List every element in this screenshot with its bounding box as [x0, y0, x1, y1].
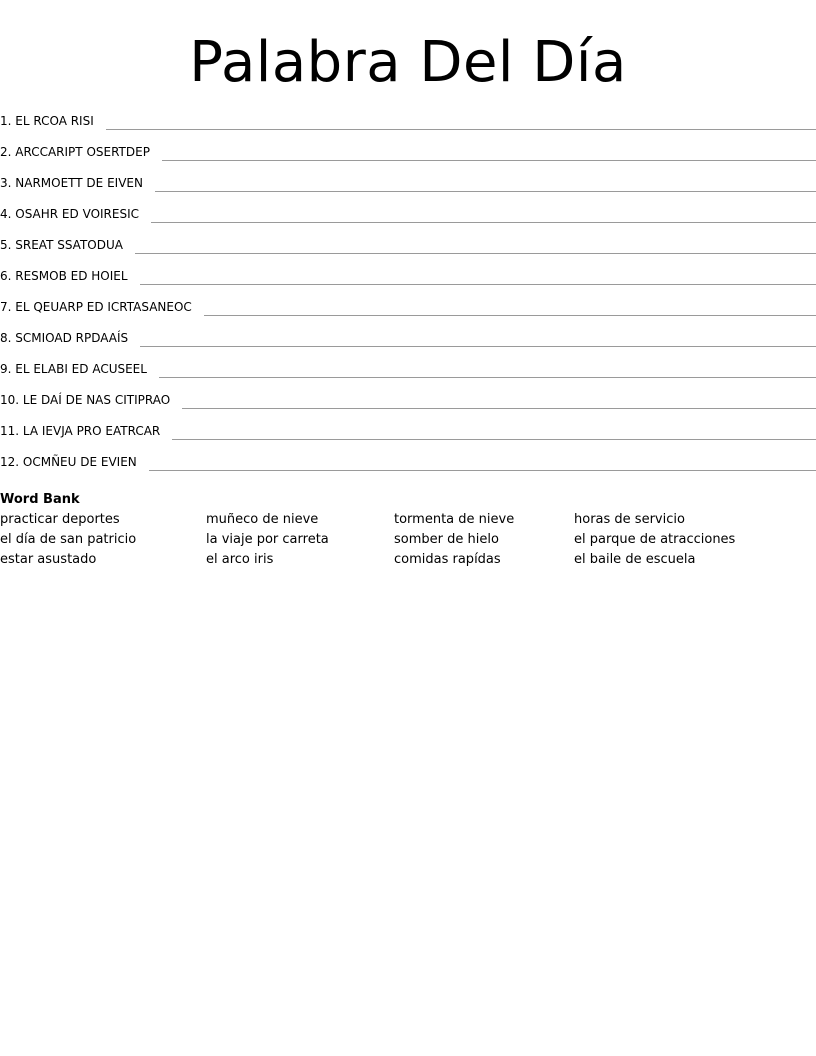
answer-line[interactable]	[204, 297, 816, 316]
word-bank-word: el baile de escuela	[574, 552, 696, 567]
answer-line[interactable]	[159, 359, 816, 378]
puzzle-row	[0, 328, 816, 359]
word-bank-word: comidas rapídas	[394, 552, 501, 567]
scrambled-word: 8. SCMIOAD RPDAAÍS	[0, 331, 129, 345]
puzzle-row	[0, 204, 816, 235]
scrambled-word: 1. EL RCOA RISI	[0, 114, 94, 128]
word-bank-word: tormenta de nieve	[394, 512, 515, 527]
scrambled-word: 3. NARMOETT DE EIVEN	[0, 176, 143, 190]
scrambled-word: 6. RESMOB ED HOIEL	[0, 269, 128, 283]
answer-line[interactable]	[162, 142, 816, 161]
scrambled-word: 7. EL QEUARP ED ICRTASANEOC	[0, 300, 192, 314]
answer-line[interactable]	[135, 235, 816, 254]
answer-line[interactable]	[140, 266, 816, 285]
word-bank	[0, 490, 816, 570]
puzzle-row	[0, 235, 816, 266]
puzzle-row	[0, 452, 816, 483]
puzzle-row	[0, 266, 816, 297]
puzzle-row	[0, 111, 816, 142]
word-bank-word: estar asustado	[0, 552, 97, 567]
puzzle-row	[0, 390, 816, 421]
answer-line[interactable]	[182, 390, 816, 409]
puzzle-row	[0, 359, 816, 390]
word-bank-word: somber de hielo	[394, 532, 499, 547]
scrambled-word: 10. LE DAÍ DE NAS CITIPRAO	[0, 393, 171, 407]
word-bank-word: el arco iris	[206, 552, 274, 567]
word-bank-word: la viaje por carreta	[206, 532, 329, 547]
word-bank-grid	[0, 510, 816, 570]
puzzle-row	[0, 421, 816, 452]
word-bank-word: practicar deportes	[0, 512, 120, 527]
scrambled-word: 2. ARCCARIPT OSERTDEP	[0, 145, 150, 159]
answer-line[interactable]	[149, 452, 816, 471]
answer-line[interactable]	[106, 111, 816, 130]
word-bank-word: muñeco de nieve	[206, 512, 319, 527]
puzzle-row	[0, 173, 816, 204]
scrambled-word: 5. SREAT SSATODUA	[0, 238, 123, 252]
word-bank-word: el día de san patricio	[0, 532, 137, 547]
puzzle-row	[0, 142, 816, 173]
scrambled-word: 11. LA IEVJA PRO EATRCAR	[0, 424, 161, 438]
puzzle-list	[0, 111, 816, 483]
puzzle-row	[0, 297, 816, 328]
answer-line[interactable]	[155, 173, 816, 192]
word-bank-word: horas de servicio	[574, 512, 685, 527]
answer-line[interactable]	[140, 328, 816, 347]
word-bank-word: el parque de atracciones	[574, 532, 736, 547]
word-bank-title: Word Bank	[0, 492, 80, 507]
answer-line[interactable]	[172, 421, 816, 440]
page-title: Palabra Del Día	[189, 30, 627, 95]
scrambled-word: 4. OSAHR ED VOIRESIC	[0, 207, 140, 221]
scrambled-word: 9. EL ELABI ED ACUSEEL	[0, 362, 147, 376]
answer-line[interactable]	[151, 204, 816, 223]
scrambled-word: 12. OCMÑEU DE EVIEN	[0, 455, 137, 469]
